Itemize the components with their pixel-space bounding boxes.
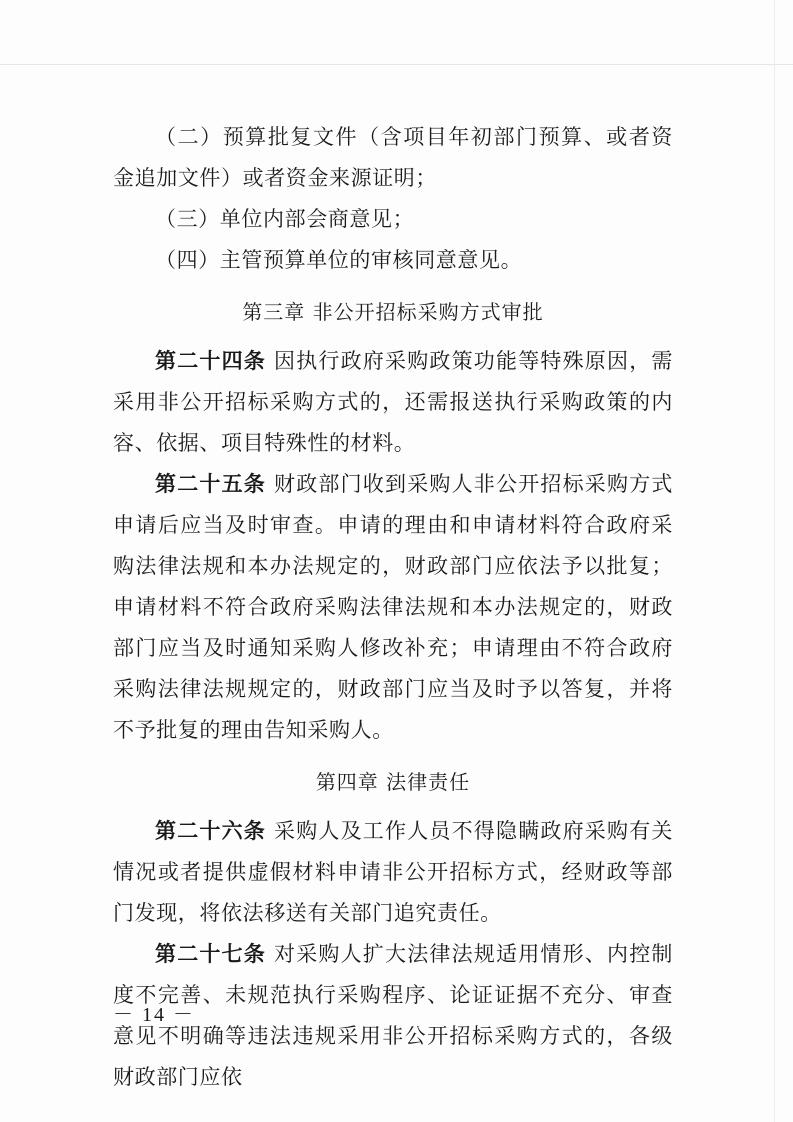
article-27-label: 第二十七条 (155, 942, 266, 966)
chapter-3-title: 第三章 非公开招标采购方式审批 (242, 300, 544, 324)
document-body (113, 117, 673, 1098)
article-26-text: 采购人及工作人员不得隐瞒政府采购有关情况或者提供虚假材料申请非公开招标方式，经财政等部门发现，将依法移送有关部门追究责任。 (113, 819, 673, 925)
article-26-label: 第二十六条 (155, 819, 266, 843)
article-24 (113, 341, 673, 464)
scan-right-edge (774, 0, 775, 1122)
list-item-2: （二）预算批复文件（含项目年初部门预算、或者资金追加文件）或者资金来源证明； (113, 125, 673, 190)
article-25 (113, 464, 673, 751)
list-item-3: （三）单位内部会商意见； (155, 207, 415, 231)
scan-top-line (0, 64, 793, 65)
chapter-4-title: 第四章 法律责任 (315, 770, 471, 794)
article-25-label: 第二十五条 (155, 472, 266, 496)
article-26 (113, 811, 673, 934)
article-24-label: 第二十四条 (155, 349, 266, 373)
article-24-text: 因执行政府采购政策功能等特殊原因，需采用非公开招标采购方式的，还需报送执行采购政策的内容、依据、项目特殊性的材料。 (113, 349, 673, 455)
article-25-text: 财政部门收到采购人非公开招标采购方式申请后应当及时审查。申请的理由和申请材料符合政府采购法律法规和本办法规定的，财政部门应依法予以批复；申请材料不符合政府采购法律法规和本办法规定的，财政部门应当及时通知采购人修改补充；申请理由不符合政府采购法律法规规定的，财政部门应当及时予以答复，并将不予批复的理由告知采购人。 (113, 472, 673, 742)
list-item-4: （四）主管预算单位的审核同意意见。 (155, 248, 523, 272)
article-27 (113, 934, 673, 1098)
page-number: － 14 － (113, 1004, 195, 1026)
article-27-text: 对采购人扩大法律法规适用情形、内控制度不完善、未规范执行采购程序、论证证据不充分、审查意见不明确等违法违规采用非公开招标采购方式的，各级财政部门应依 (113, 942, 673, 1089)
